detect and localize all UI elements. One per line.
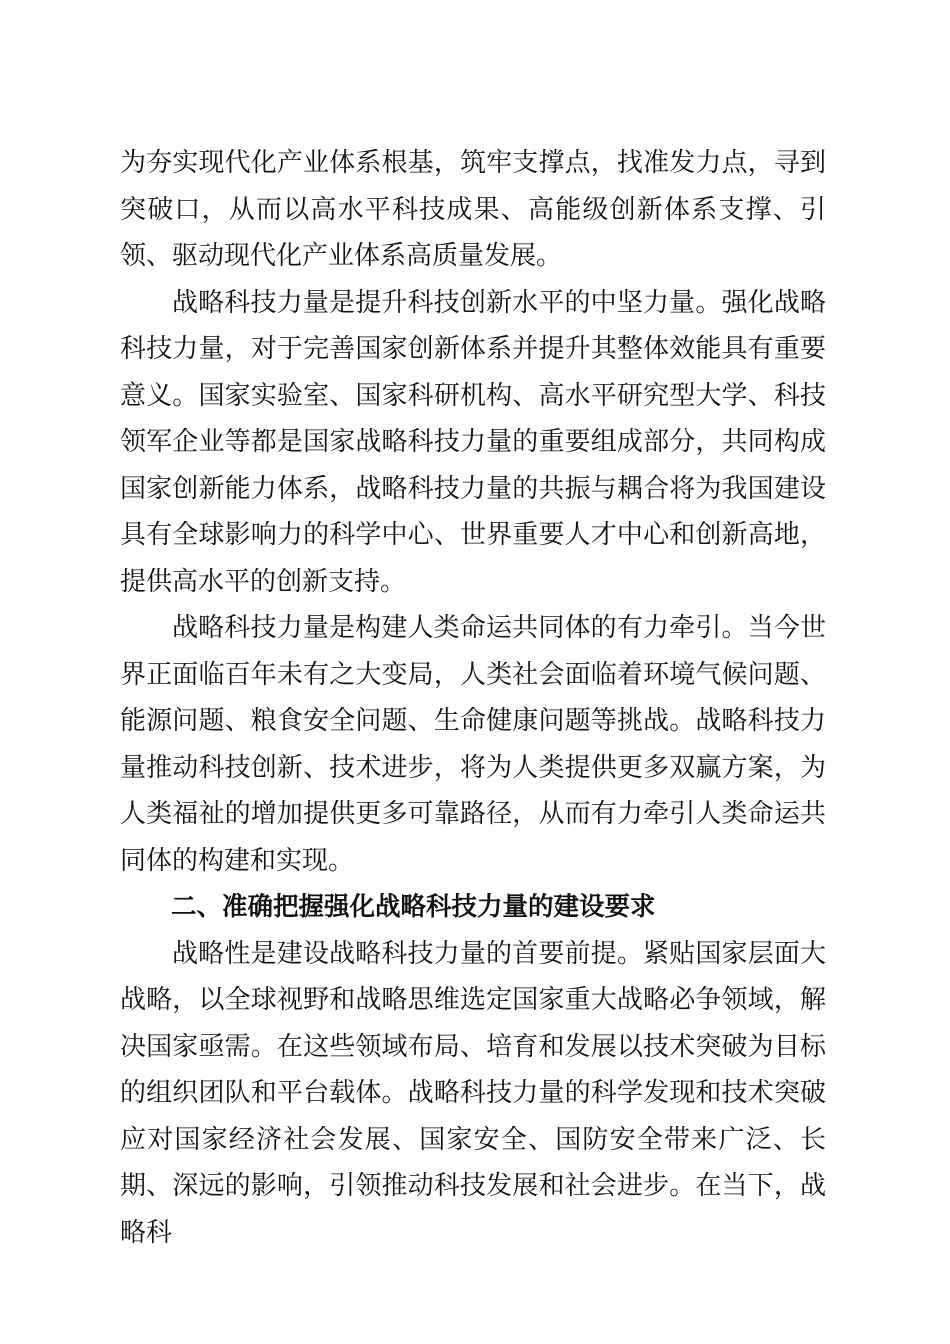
section-heading: 二、准确把握强化战略科技力量的建设要求 xyxy=(171,892,656,922)
paragraph-shared-future: 战略科技力量是构建人类命运共同体的有力牵引。当今世界正面临百年未有之大变局，人类社会面临着环境气候问题、能源问题、粮食安全问题、生命健康问题等挑战。战略科技力量推动科技创新、技术进步，将为人类提供更多双赢方案，为人类福祉的增加提供更多可靠路径，从而有力牵引人类命运共同体的构建和实现。 xyxy=(120,613,826,876)
paragraph-strategic-nature: 战略性是建设战略科技力量的首要前提。紧贴国家层面大战略，以全球视野和战略思维选定国家重大战略必争领域，解决国家亟需。在这些领域布局、培育和发展以技术突破为目标的组织团队和平台载体。战略科技力量的科学发现和技术突破应对国家经济社会发展、国家安全、国防安全带来广泛、长期、深远的影响，引领推动科技发展和社会进步。在当下，战略科 xyxy=(120,938,826,1248)
paragraph-core-strength: 战略科技力量是提升科技创新水平的中坚力量。强化战略科技力量，对于完善国家创新体系并提升其整体效能具有重要意义。国家实验室、国家科研机构、高水平研究型大学、科技领军企业等都是国家战略科技力量的重要组成部分，共同构成国家创新能力体系，战略科技力量的共振与耦合将为我国建设具有全球影响力的科学中心、世界重要人才中心和创新高地，提供高水平的创新支持。 xyxy=(120,287,826,597)
paragraph-continuation: 为夯实现代化产业体系根基，筑牢支撑点，找准发力点，寻到突破口，从而以高水平科技成果、高能级创新体系支撑、引领、驱动现代化产业体系高质量发展。 xyxy=(120,148,826,271)
document-body xyxy=(120,140,826,1256)
